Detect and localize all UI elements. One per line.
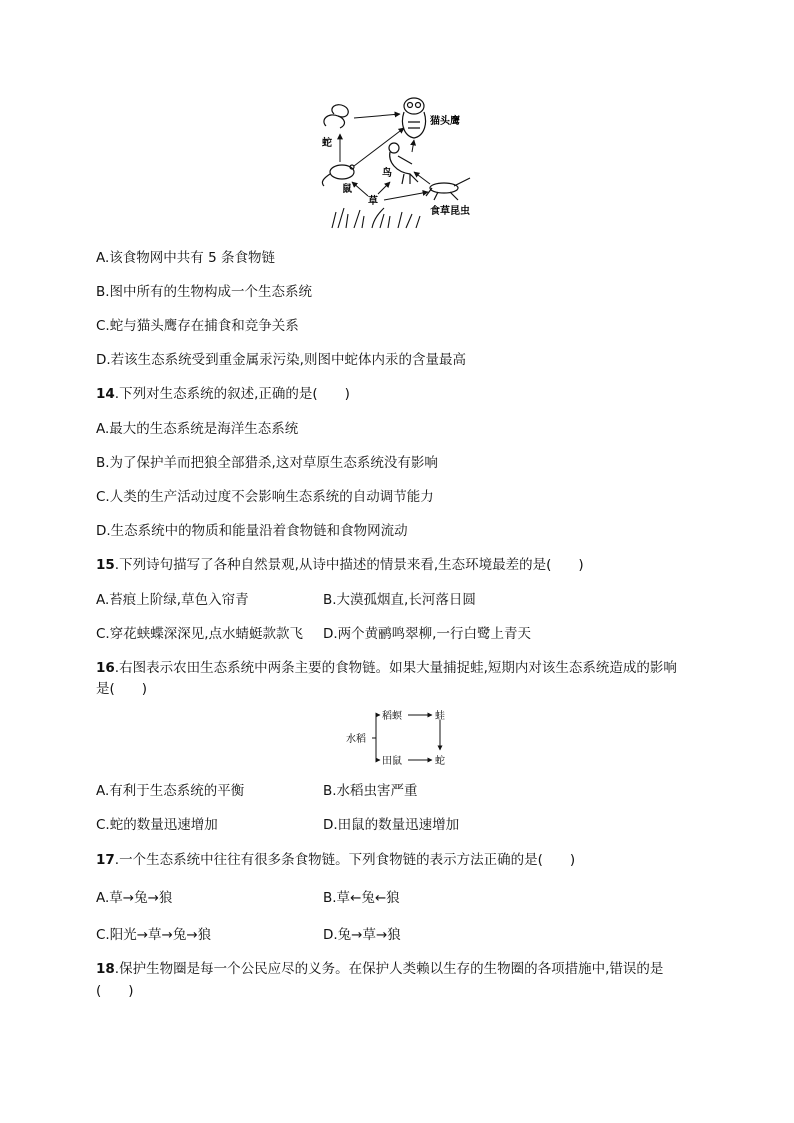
q18-stem-line1 xyxy=(96,960,663,978)
q16-option-c: C.蛇的数量迅速增加 xyxy=(96,817,218,833)
q14-option-a: A.最大的生态系统是海洋生态系统 xyxy=(96,421,299,437)
q16-option-a: A.有利于生态系统的平衡 xyxy=(96,783,245,799)
q14-option-b: B.为了保护羊而把狼全部猎杀,这对草原生态系统没有影响 xyxy=(96,455,438,471)
q14-option-c: C.人类的生产活动过度不会影响生态系统的自动调节能力 xyxy=(96,489,434,505)
q14-stem-text: .下列对生态系统的叙述,正确的是( ) xyxy=(114,386,350,402)
bird-icon xyxy=(389,143,418,184)
mouse-icon xyxy=(322,165,354,186)
q17-option-c: C.阳光→草→兔→狼 xyxy=(96,927,212,943)
q15-option-d: D.两个黄鹂鸣翠柳,一行白鹭上青天 xyxy=(323,626,531,642)
q13-option-b: B.图中所有的生物构成一个生态系统 xyxy=(96,284,313,300)
q17-option-a: A.草→兔→狼 xyxy=(96,890,173,906)
q17-stem xyxy=(96,851,575,869)
label-grass: 草 xyxy=(368,196,378,207)
q15-number: 15 xyxy=(96,557,115,573)
q16-option-d: D.田鼠的数量迅速增加 xyxy=(323,817,460,833)
q16-number: 16 xyxy=(96,660,115,676)
snake-icon xyxy=(324,105,348,128)
chain-rice: 水稻 xyxy=(346,734,366,745)
q17-stem-text: .一个生态系统中往往有很多条食物链。下列食物链的表示方法正确的是( ) xyxy=(114,852,576,868)
q16-stem-line2: 是( ) xyxy=(96,681,148,697)
grass-icon xyxy=(332,208,420,228)
q14-option-d: D.生态系统中的物质和能量沿着食物链和食物网流动 xyxy=(96,523,408,539)
q13-option-c: C.蛇与猫头鹰存在捕食和竞争关系 xyxy=(96,318,299,334)
label-snake: 蛇 xyxy=(322,138,332,149)
chain-locust: 稻螟 xyxy=(382,711,402,722)
q13-option-d: D.若该生态系统受到重金属汞污染,则图中蛇体内汞的含量最高 xyxy=(96,352,466,368)
label-insect: 食草昆虫 xyxy=(430,206,470,217)
q17-option-d: D.兔→草→狼 xyxy=(323,927,401,943)
q14-stem xyxy=(96,385,350,403)
chain-frog: 蛙 xyxy=(435,711,445,722)
food-web-figure xyxy=(318,92,480,234)
q15-option-b: B.大漠孤烟直,长河落日圆 xyxy=(323,592,476,608)
q14-number: 14 xyxy=(96,386,115,402)
insect-icon xyxy=(426,178,470,200)
q16-stem-text: .右图表示农田生态系统中两条主要的食物链。如果大量捕捉蛙,短期内对该生态系统造成的影响 xyxy=(114,660,677,676)
label-bird: 鸟 xyxy=(382,168,392,179)
q16-option-b: B.水稻虫害严重 xyxy=(323,783,418,799)
q18-stem-text: .保护生物圈是每一个公民应尽的义务。在保护人类赖以生存的生物圈的各项措施中,错误的是 xyxy=(114,961,664,977)
q16-stem-line1 xyxy=(96,659,677,677)
label-mouse: 鼠 xyxy=(342,184,352,195)
q17-number: 17 xyxy=(96,852,115,868)
chain-field-mouse: 田鼠 xyxy=(382,756,402,767)
q18-number: 18 xyxy=(96,961,115,977)
q15-stem xyxy=(96,556,584,574)
q15-option-c: C.穿花蛱蝶深深见,点水蜻蜓款款飞 xyxy=(96,626,304,642)
q15-stem-text: .下列诗句描写了各种自然景观,从诗中描述的情景来看,生态环境最差的是( ) xyxy=(114,557,584,573)
q15-option-a: A.苔痕上阶绿,草色入帘青 xyxy=(96,592,249,608)
q17-option-b: B.草←兔←狼 xyxy=(323,890,400,906)
food-web-arrows xyxy=(340,114,430,200)
label-owl: 猫头鹰 xyxy=(430,116,460,127)
chain-snake: 蛇 xyxy=(435,756,445,767)
q18-stem-line2: ( ) xyxy=(96,983,134,999)
q13-option-a: A.该食物网中共有 5 条食物链 xyxy=(96,250,275,266)
owl-icon xyxy=(402,98,425,138)
rice-field-food-chain xyxy=(340,706,460,770)
